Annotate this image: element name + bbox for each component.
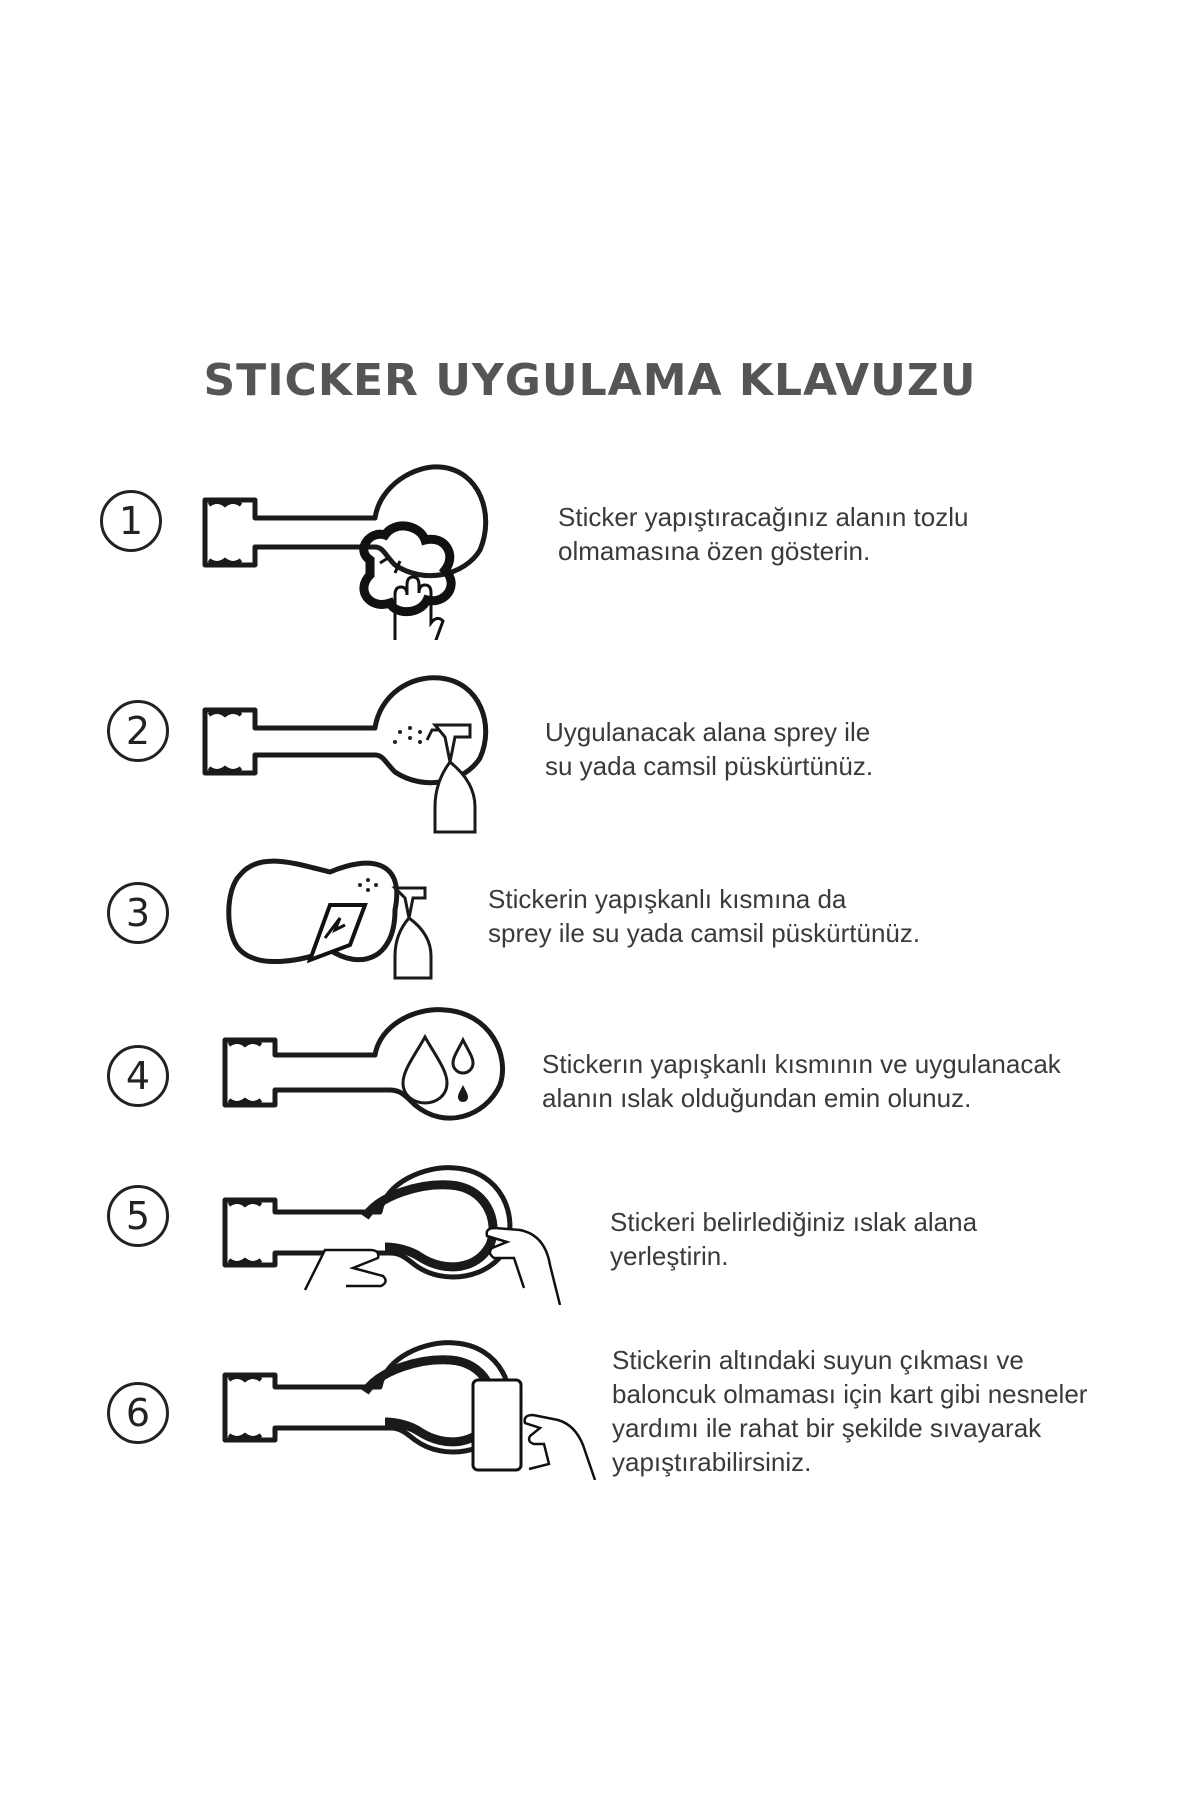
guitar-place-sticker-hands-icon bbox=[215, 1165, 585, 1305]
step-1-line-2: olmamasına özen gösterin. bbox=[558, 536, 871, 566]
page-title: STICKER UYGULAMA KLAVUZU bbox=[203, 355, 977, 406]
sticker-peel-spray-icon bbox=[220, 850, 450, 980]
step-5-line-1: Stickeri belirlediğiniz ıslak alana bbox=[610, 1207, 978, 1237]
step-number-2: 2 bbox=[107, 700, 169, 762]
step-6-line-3: yardımı ile rahat bir şekilde sıvayarak bbox=[612, 1413, 1042, 1443]
step-text-5 bbox=[610, 1205, 977, 1273]
step-text-3 bbox=[488, 882, 920, 950]
step-4-line-1: Stickerın yapışkanlı kısmının ve uygulanacak bbox=[542, 1049, 1061, 1079]
step-number-1: 1 bbox=[100, 490, 162, 552]
step-6-line-4: yapıştırabilirsiniz. bbox=[612, 1447, 812, 1477]
step-text-2 bbox=[545, 715, 873, 783]
step-1-line-1: Sticker yapıştıracağınız alanın tozlu bbox=[558, 502, 969, 532]
step-6-line-1: Stickerin altındaki suyun çıkması ve bbox=[612, 1345, 1024, 1375]
step-number-3: 3 bbox=[107, 882, 169, 944]
step-3-line-2: sprey ile su yada camsil püskürtünüz. bbox=[488, 918, 921, 948]
step-6-line-2: baloncuk olmaması için kart gibi nesneler bbox=[612, 1379, 1088, 1409]
guitar-spray-bottle-icon bbox=[195, 670, 495, 835]
step-4-line-2: alanın ıslak olduğundan emin olunuz. bbox=[542, 1083, 972, 1113]
step-3-line-1: Stickerin yapışkanlı kısmına da bbox=[488, 884, 847, 914]
step-number-6: 6 bbox=[107, 1382, 169, 1444]
step-text-4 bbox=[542, 1047, 1061, 1115]
guitar-water-drops-icon bbox=[215, 1005, 515, 1135]
step-number-5: 5 bbox=[107, 1185, 169, 1247]
step-5-line-2: yerleştirin. bbox=[610, 1241, 729, 1271]
step-text-1 bbox=[558, 500, 968, 568]
guitar-card-smooth-icon bbox=[215, 1320, 600, 1480]
step-number-4: 4 bbox=[107, 1045, 169, 1107]
step-2-line-2: su yada camsil püskürtünüz. bbox=[545, 751, 874, 781]
guitar-wipe-hand-icon bbox=[195, 455, 495, 640]
step-2-line-1: Uygulanacak alana sprey ile bbox=[545, 717, 871, 747]
step-text-6 bbox=[612, 1343, 1087, 1479]
